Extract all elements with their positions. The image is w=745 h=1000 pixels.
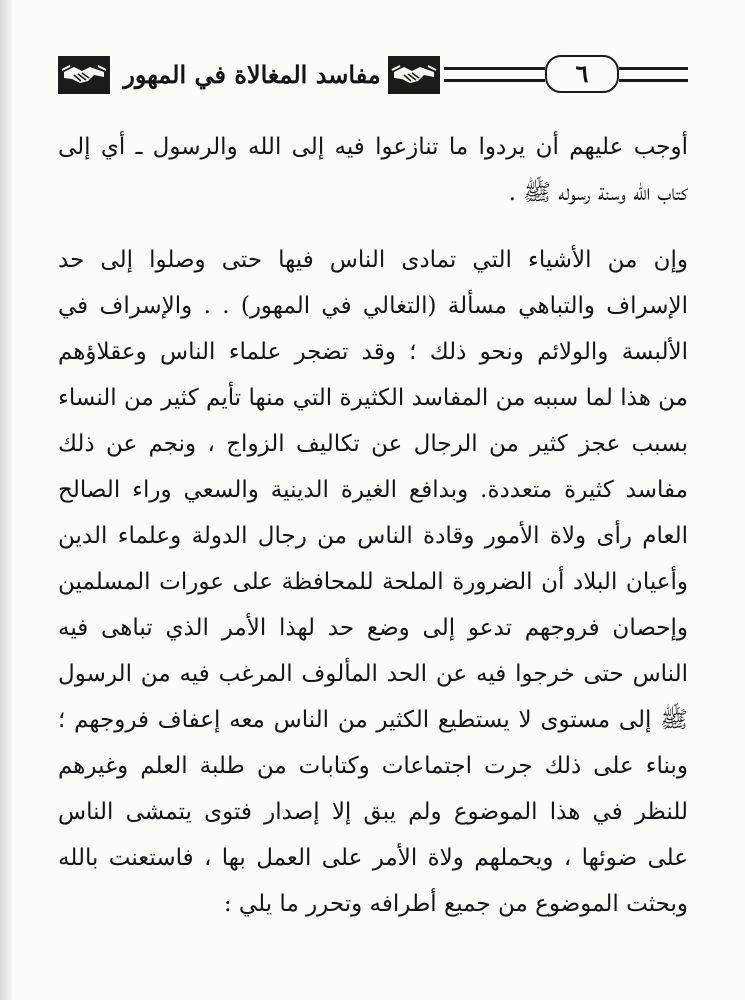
text-line: أوجب عليهم أن يردوا ما تنازعوا فيه إلى الله والرسول ـ أي إلى <box>58 134 688 160</box>
text-line: العام رأى ولاة الأمور وقادة الناس من رجال الدولة وعلماء الدين <box>58 523 688 549</box>
paragraph <box>58 124 688 216</box>
text-line: من هذا لما سببه من المفاسد الكثيرة التي منها تأيم كثير من النساء <box>58 385 688 411</box>
text-line: وإن من الأشياء التي تمادى الناس فيها حتى وصلوا إلى حد <box>58 247 688 273</box>
page-binding-shadow <box>0 0 14 1000</box>
body-text <box>58 124 688 927</box>
text-line: مفاسد كثيرة متعددة. وبدافع الغيرة الدينية والسعي وراء الصالح <box>58 477 688 503</box>
handshake-icon <box>58 56 110 94</box>
text-line: وبناء على ذلك جرت اجتماعات وكتابات من طلبة العلم وغيرهم <box>58 753 688 779</box>
header-rule-bottom <box>444 79 545 82</box>
header-rule-bottom-end <box>619 79 688 82</box>
text-line: الألبسة والولائم ونحو ذلك ؛ وقد تضجر علماء الناس وعقلاؤهم <box>58 339 688 365</box>
text-line: بسبب عجز كثير من الرجال عن تكاليف الزواج ، ونجم عن ذلك <box>58 431 688 457</box>
text-line: الناس حتى خرجوا فيه عن الحد المألوف المرغب فيه من الرسول <box>58 661 688 687</box>
running-title: مفاسد المغالاة في المهور <box>123 60 381 89</box>
page-header <box>58 52 688 98</box>
text-line: وبحثت الموضوع من جميع أطرافه وتحرر ما يلي : <box>223 891 688 917</box>
text-line: الإسراف والتباهي مسألة (التغالي في المهور) . . والإسراف في <box>58 293 688 319</box>
paragraph <box>58 237 688 927</box>
text-line: وإحصان فروجهم تدعو إلى وضع حد لهذا الأمر الذي تباهى فيه <box>58 615 688 641</box>
text-line: للنظر في هذا الموضوع ولم يبق إلا إصدار فتوى يتمشى الناس <box>58 799 688 825</box>
text-line: وأعيان البلاد أن الضرورة الملحة للمحافظة على عورات المسلمين <box>58 569 688 595</box>
handshake-icon <box>388 56 440 94</box>
text-line: كتاب الله وسنة رسوله ﷺ . <box>508 180 688 206</box>
text-line: ﷺ إلى مستوى لا يستطيع الكثير من الناس معه إعفاف فروجهم ؛ <box>58 707 688 733</box>
page-number: ٦ <box>545 55 619 93</box>
header-rule-top <box>444 67 545 70</box>
text-line: على ضوئها ، ويحملهم ولاة الأمر على العمل بها ، فاستعنت بالله <box>58 845 688 871</box>
header-rule-top-end <box>619 67 688 70</box>
